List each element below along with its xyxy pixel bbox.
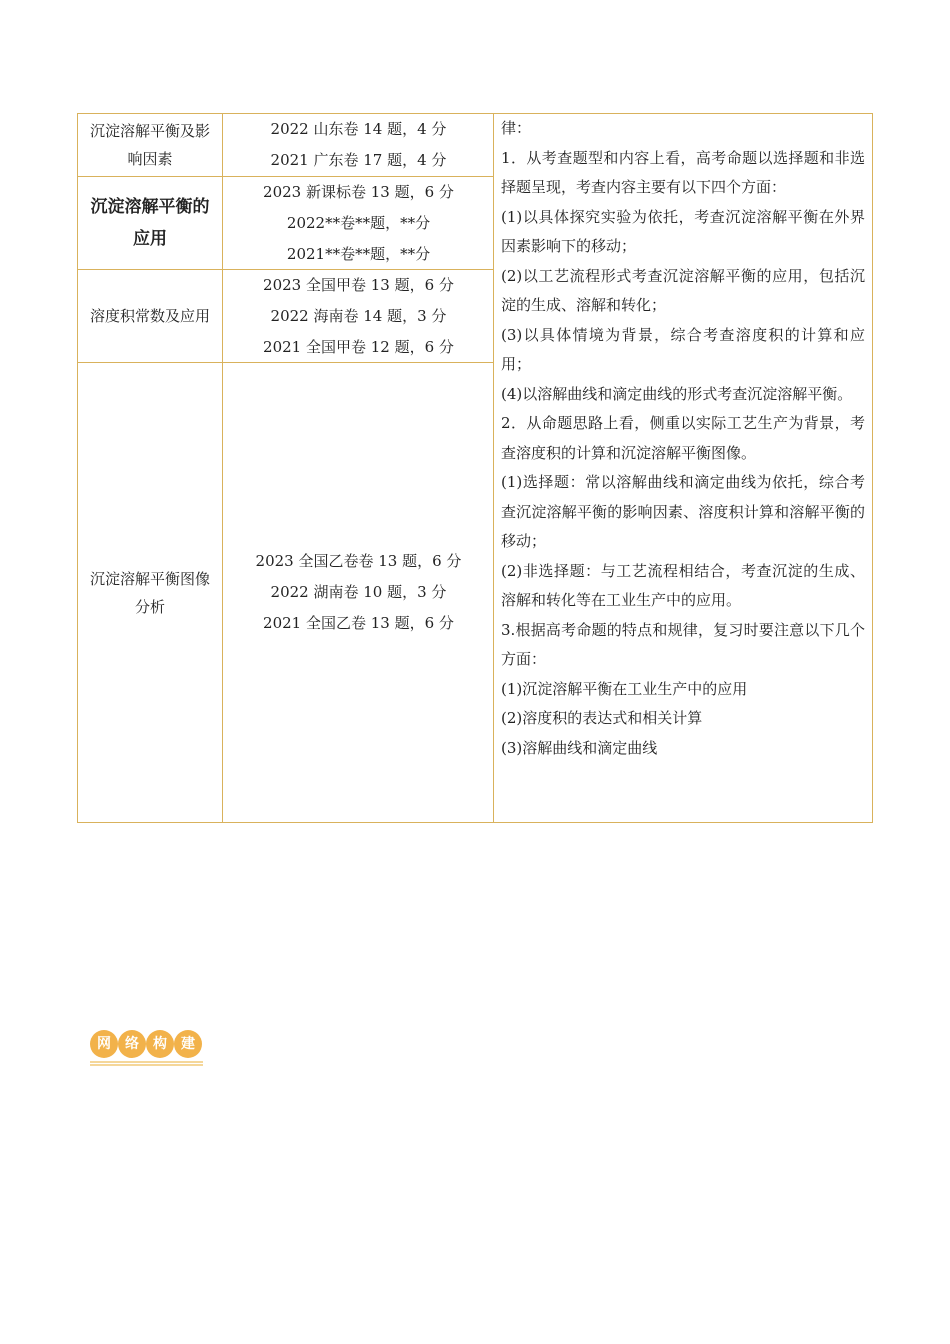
topic-label: 沉淀溶解平衡的应用 [90, 197, 210, 249]
analysis-paragraph: (3)以具体情境为背景，综合考查溶度积的计算和应用； [501, 325, 865, 373]
exam-item: 2022**卷**题，**分 [286, 213, 431, 232]
exam-item: 2023 新课标卷 13 题，6 分 [263, 182, 454, 201]
badge-char: 络 [118, 1030, 146, 1058]
topic-cell [78, 363, 222, 822]
exam-item: 2022 湖南卷 10 题，3 分 [270, 583, 447, 601]
badge-char: 网 [90, 1030, 118, 1058]
analysis-paragraph: 2．从命题思路上看，侧重以实际工艺生产为背景，考查溶度积的计算和沉淀溶解平衡图像。 [501, 414, 865, 462]
analysis-paragraph: (4)以溶解曲线和滴定曲线的形式考查沉淀溶解平衡。 [501, 384, 853, 403]
topic-label: 沉淀溶解平衡及影响因素 [89, 122, 210, 168]
exams-cell [223, 270, 494, 362]
analysis-paragraph: (3)溶解曲线和滴定曲线 [501, 738, 658, 757]
exams-cell [223, 363, 494, 822]
exam-item: 2021**卷**题，**分 [286, 244, 431, 263]
analysis-paragraph: 3.根据高考命题的特点和规律，复习时要注意以下几个方面： [501, 620, 865, 668]
analysis-paragraph: (2)非选择题：与工艺流程相结合，考查沉淀的生成、溶解和转化等在工业生产中的应用。 [501, 561, 865, 609]
topic-cell [78, 177, 222, 269]
analysis-text [501, 114, 865, 763]
exam-item: 2023 全国甲卷 13 题，6 分 [263, 275, 454, 294]
exams-cell [223, 177, 494, 269]
badge-char: 构 [146, 1030, 174, 1058]
analysis-paragraph: (1)以具体探究实验为依托，考查沉淀溶解平衡在外界因素影响下的移动； [501, 207, 865, 255]
exam-item: 2022 山东卷 14 题，4 分 [270, 120, 447, 138]
exam-analysis-table [77, 113, 873, 823]
badge-char: 建 [174, 1030, 202, 1058]
exam-item: 2021 全国乙卷 13 题，6 分 [263, 614, 454, 632]
badge-underline [90, 1061, 203, 1063]
badge-underline [90, 1064, 203, 1066]
topic-label: 沉淀溶解平衡图像分析 [89, 569, 210, 616]
analysis-paragraph: 律： [501, 119, 532, 137]
exam-item: 2021 全国甲卷 12 题，6 分 [263, 337, 454, 356]
topic-cell [78, 270, 222, 362]
analysis-paragraph: (2)以工艺流程形式考查沉淀溶解平衡的应用，包括沉淀的生成、溶解和转化； [501, 266, 865, 314]
exam-item: 2022 海南卷 14 题，3 分 [270, 306, 447, 325]
analysis-paragraph: (1)选择题：常以溶解曲线和滴定曲线为依托，综合考查沉淀溶解平衡的影响因素、溶度积计算和溶解平衡的移动； [501, 473, 865, 550]
exam-item: 2021 广东卷 17 题，4 分 [270, 151, 447, 169]
topic-cell [78, 114, 222, 176]
topic-label: 溶度积常数及应用 [89, 307, 210, 325]
section-badge [90, 1030, 203, 1066]
exams-cell [223, 114, 494, 176]
exam-item: 2023 全国乙卷卷 13 题，6 分 [255, 552, 462, 570]
analysis-paragraph: (1)沉淀溶解平衡在工业生产中的应用 [501, 679, 748, 698]
analysis-paragraph: (2)溶度积的表达式和相关计算 [501, 709, 703, 727]
analysis-paragraph: 1．从考查题型和内容上看，高考命题以选择题和非选择题呈现，考查内容主要有以下四个方面： [501, 148, 865, 196]
